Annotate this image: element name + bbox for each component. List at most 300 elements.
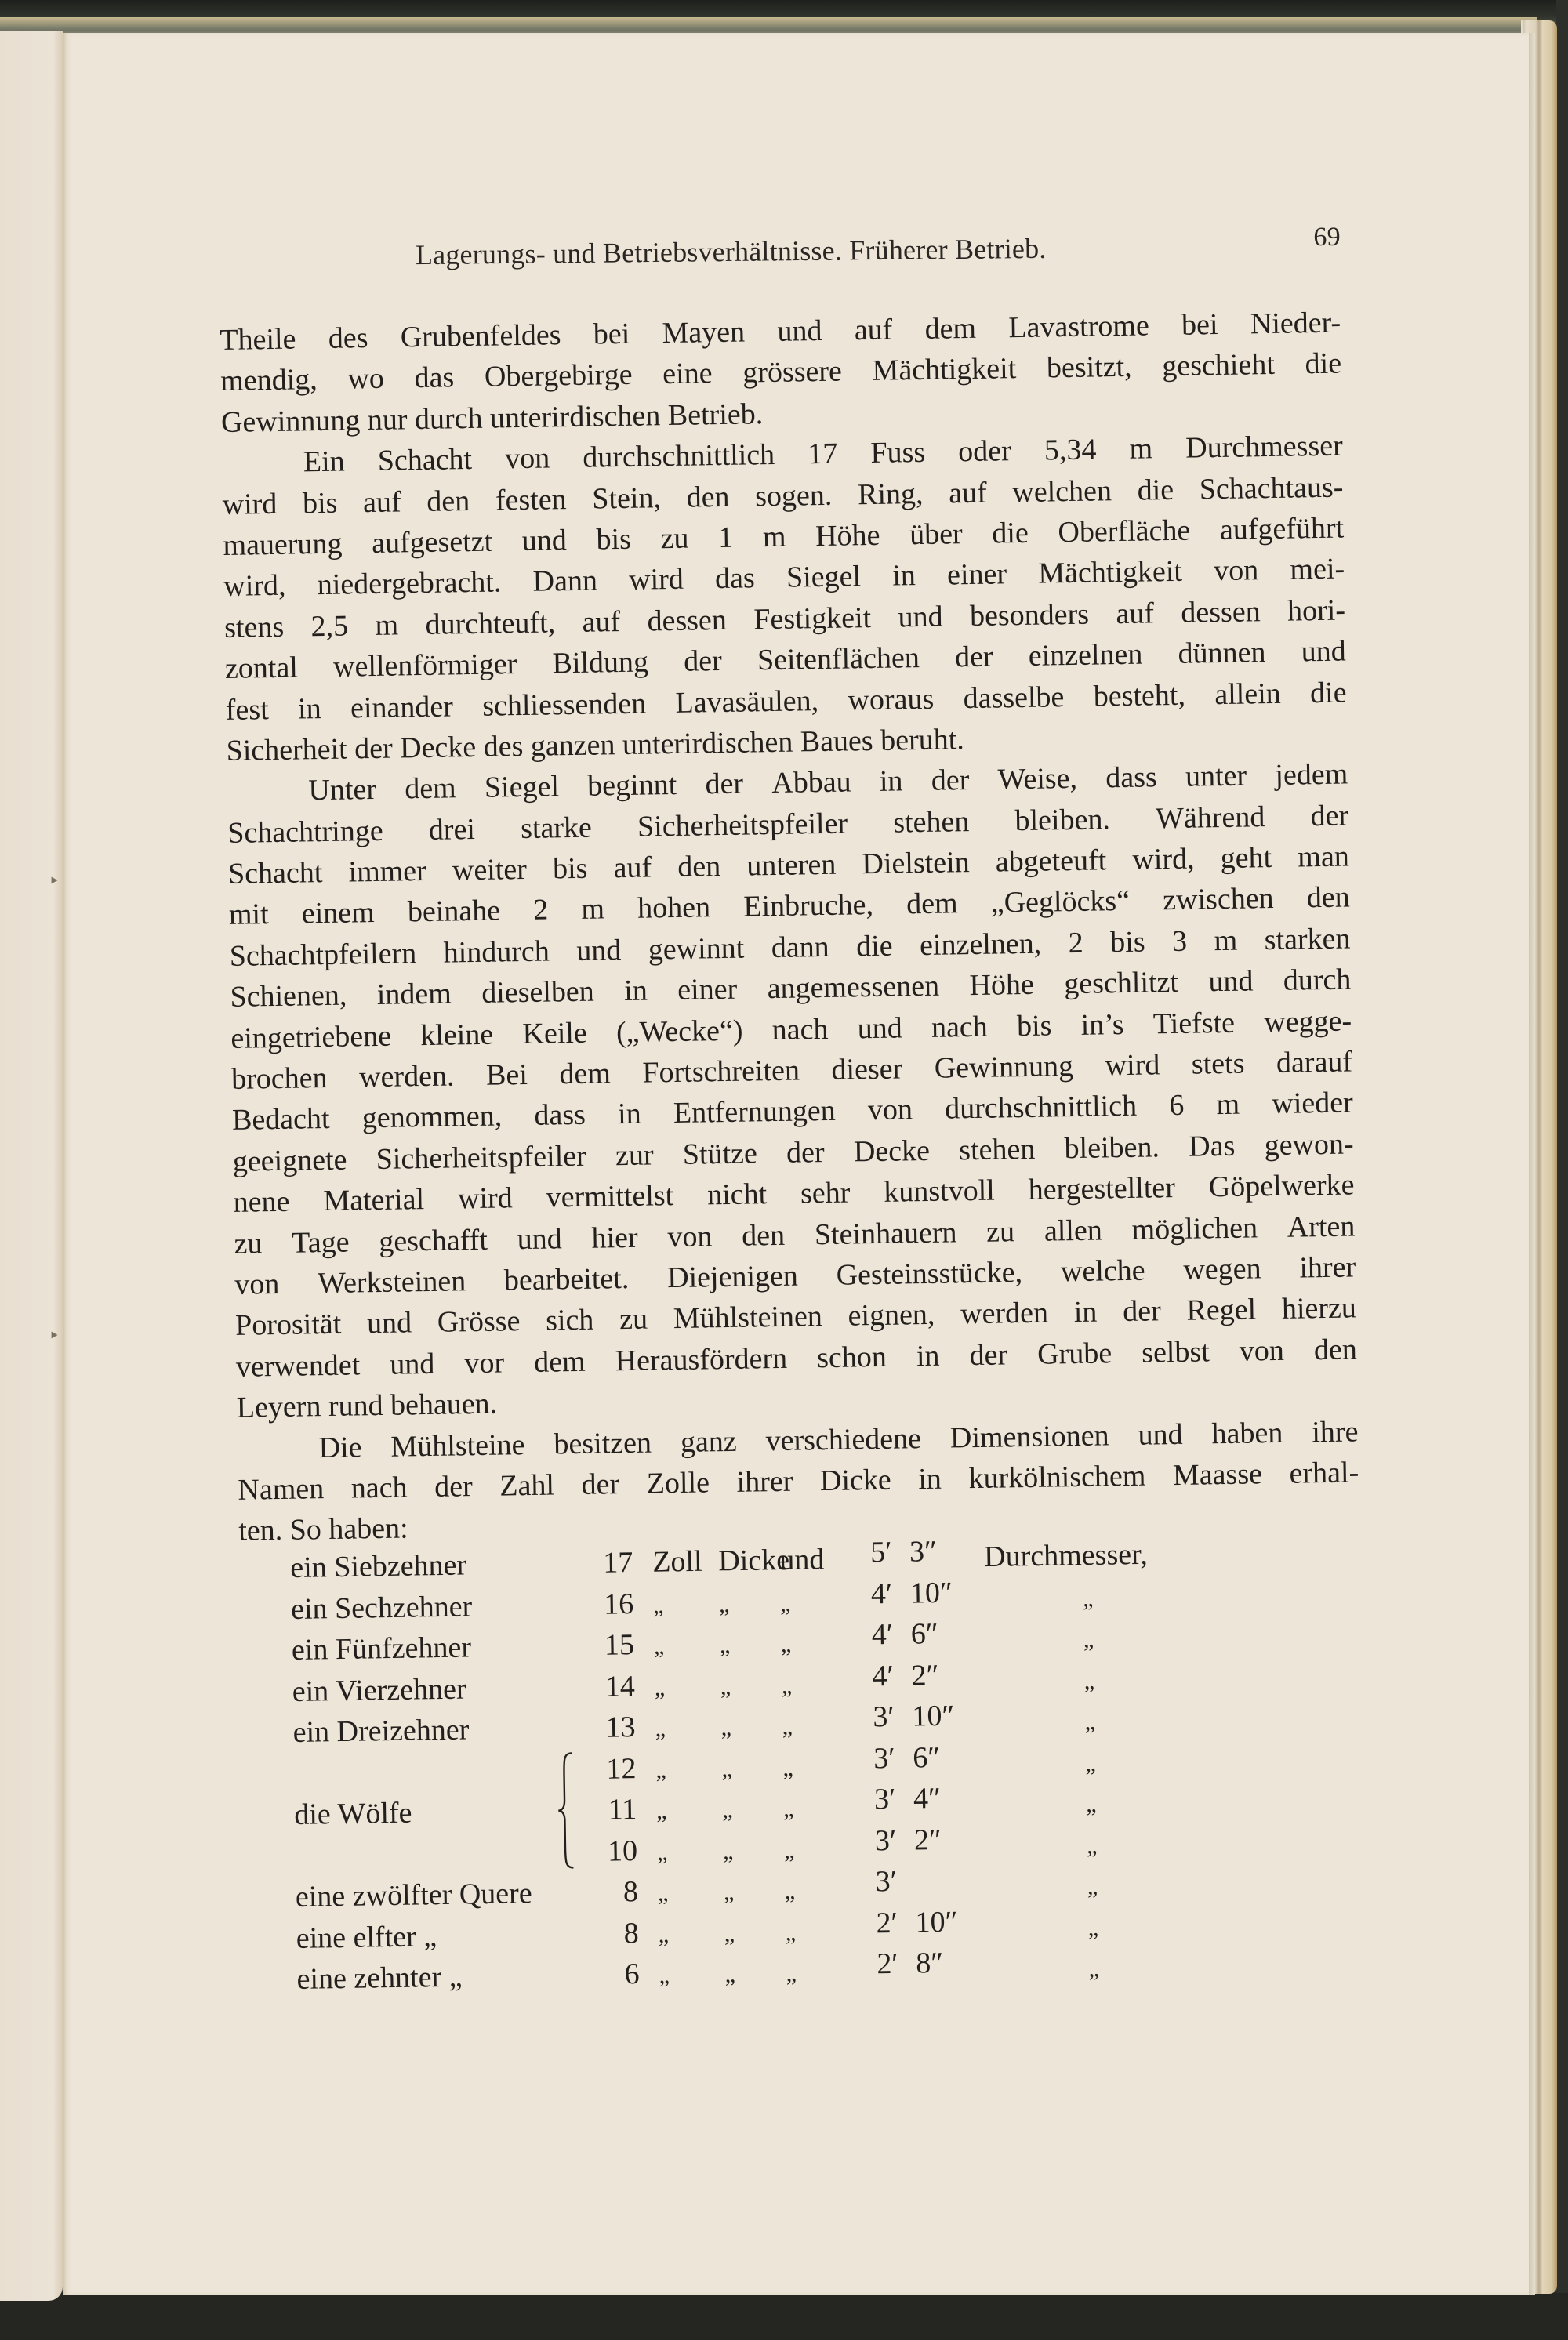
paragraph xyxy=(237,1411,1359,1552)
word: Schienen, xyxy=(230,978,347,1014)
cell-diameter: „ xyxy=(1083,1667,1095,1694)
word: Entfernungen xyxy=(673,1094,837,1130)
word: die xyxy=(855,929,893,963)
word: dem xyxy=(906,887,958,921)
word: hindurch xyxy=(443,934,550,970)
word: Tage xyxy=(291,1225,350,1260)
word: durchteuft, xyxy=(425,606,556,641)
word: besitzt, xyxy=(1046,350,1132,385)
word: stens xyxy=(223,610,285,644)
word: m xyxy=(1129,432,1153,466)
word: Mühlsteine xyxy=(390,1428,525,1464)
word: in xyxy=(916,1339,940,1373)
cell-thickness: 11 xyxy=(608,1793,637,1827)
word: durch xyxy=(1283,963,1352,998)
cell-u1: „ xyxy=(655,1757,667,1783)
word: und xyxy=(898,600,943,634)
word: jedem xyxy=(1275,757,1348,793)
word: das xyxy=(414,361,455,395)
cell-u3: und xyxy=(779,1543,825,1577)
word: auf xyxy=(362,484,401,519)
word: das xyxy=(714,561,756,596)
word: besonders xyxy=(969,597,1090,633)
word: weiter xyxy=(452,853,528,887)
cell-thickness: 15 xyxy=(604,1628,635,1662)
cell-u1: „ xyxy=(655,1715,666,1742)
cell-thickness: 8 xyxy=(623,1916,640,1950)
word: in xyxy=(1073,1295,1098,1330)
word: Ein xyxy=(303,444,345,479)
word: Grube xyxy=(1036,1337,1112,1371)
cell-u1: „ xyxy=(657,1880,669,1906)
word: einzelnen xyxy=(1028,637,1143,673)
word: in xyxy=(891,559,916,593)
word: Schachtpfeilern xyxy=(229,937,417,973)
cell-inches: 3″ xyxy=(909,1535,938,1569)
word: bearbeitet. xyxy=(503,1261,630,1297)
word: nach xyxy=(771,1012,829,1047)
word: gewon- xyxy=(1264,1127,1354,1163)
word: kunstvoll xyxy=(884,1174,996,1210)
cell-name: die Wölfe xyxy=(293,1796,412,1831)
word: haben xyxy=(1211,1416,1283,1450)
word: und xyxy=(1208,964,1254,999)
word: Zahl xyxy=(499,1468,555,1503)
cell-u3: „ xyxy=(779,1590,791,1616)
word: vermittelst xyxy=(546,1179,674,1214)
word: Sicherheitspfeiler xyxy=(376,1139,587,1176)
word: den xyxy=(426,484,470,518)
cell-u2: „ xyxy=(722,1838,734,1864)
cell-thickness: 14 xyxy=(604,1669,636,1703)
word: unteren xyxy=(746,847,837,883)
cell-feet: 3′ xyxy=(874,1823,897,1857)
cell-name: ein Sechzehner xyxy=(290,1589,473,1626)
word: Dimensionen xyxy=(949,1418,1109,1455)
word: 2 xyxy=(1068,926,1084,960)
word: Nieder- xyxy=(1250,306,1341,341)
word: allen xyxy=(1044,1214,1103,1248)
word: dasselbe xyxy=(963,680,1065,715)
word: Das xyxy=(1188,1129,1236,1163)
word: 3 xyxy=(1171,924,1188,958)
word: schliessenden xyxy=(481,687,647,723)
word: Dicke xyxy=(819,1463,892,1498)
word: bis xyxy=(1016,1009,1052,1043)
word: Höhe xyxy=(815,518,880,553)
cell-inches: 10″ xyxy=(912,1699,955,1733)
word: Stütze xyxy=(682,1137,758,1171)
word: geeignete xyxy=(232,1143,347,1178)
word: geht xyxy=(1220,841,1272,876)
word: stets xyxy=(1191,1047,1245,1081)
word: zwischen xyxy=(1162,882,1274,917)
word: durchschnittlich xyxy=(582,438,775,474)
word: einem xyxy=(301,896,376,931)
word: verwendet xyxy=(235,1348,361,1384)
word: durchschnittlich xyxy=(944,1090,1138,1126)
word: auf xyxy=(582,604,621,639)
cell-u3: „ xyxy=(784,1877,796,1905)
word: hohen xyxy=(637,891,711,926)
cell-inches: 10″ xyxy=(909,1576,953,1610)
word: werden xyxy=(960,1296,1049,1331)
word: auf xyxy=(854,313,893,347)
cell-name: ein Siebzehner xyxy=(290,1548,467,1584)
word: Fuss xyxy=(870,436,926,470)
word: besteht, xyxy=(1093,678,1186,713)
word: Obergebirge xyxy=(484,358,633,394)
word: und xyxy=(575,933,622,967)
word: dass xyxy=(534,1098,586,1133)
word: Mächtigkeit xyxy=(1037,555,1183,590)
word: welchen xyxy=(1012,473,1112,509)
word: Schachtringe xyxy=(227,814,383,850)
word: dass xyxy=(1105,760,1158,795)
word: Durchmesser xyxy=(1185,429,1344,465)
word: sehr xyxy=(800,1176,851,1210)
word: und xyxy=(389,1347,435,1381)
text-line-content: Leyern rund behauen. xyxy=(236,1387,498,1424)
word: von xyxy=(667,1219,713,1253)
word: Herausfördern xyxy=(615,1341,788,1378)
cell-name: eine zehnter „ xyxy=(296,1960,463,1996)
word: beinahe xyxy=(407,894,501,929)
word: aufgeführt xyxy=(1219,511,1345,546)
word: Siegel xyxy=(484,770,560,805)
word: Dielstein xyxy=(862,846,971,881)
word: von xyxy=(1239,1333,1285,1368)
word: Seitenflächen xyxy=(757,641,920,677)
word: Höhe xyxy=(969,968,1035,1003)
word: von xyxy=(504,441,550,476)
word: dünnen xyxy=(1178,636,1266,670)
word: der xyxy=(581,1467,620,1501)
millstone-dimensions-table xyxy=(290,1536,1238,2003)
word: Material xyxy=(323,1183,425,1218)
cell-u2: „ xyxy=(720,1714,732,1741)
word: Keile xyxy=(522,1016,588,1050)
word: genommen, xyxy=(361,1099,503,1135)
cell-thickness: 13 xyxy=(605,1711,636,1744)
cell-u2: Dicke xyxy=(717,1543,790,1578)
word: der xyxy=(969,1338,1008,1372)
word: zu xyxy=(234,1226,263,1261)
word: Mayen xyxy=(662,315,746,350)
word: woraus xyxy=(848,682,935,717)
word: sogen. xyxy=(754,478,833,513)
word: 1 xyxy=(717,521,734,554)
word: dann xyxy=(771,930,829,964)
word: Dann xyxy=(532,564,598,599)
word: einzelnen, xyxy=(919,927,1042,962)
word: den xyxy=(686,480,730,514)
cell-diameter: „ xyxy=(1084,1708,1096,1736)
word: zu xyxy=(619,1302,648,1337)
word: Die xyxy=(318,1430,362,1464)
word: und xyxy=(777,314,822,348)
cell-feet: 4′ xyxy=(871,1617,894,1652)
word: nach xyxy=(350,1471,408,1505)
word: Porosität xyxy=(234,1308,342,1343)
word: Bei xyxy=(485,1058,528,1092)
word: „Geglöcks“ xyxy=(990,884,1131,920)
word: und xyxy=(366,1306,412,1341)
cell-u1: „ xyxy=(654,1674,666,1701)
word: sich xyxy=(545,1304,594,1337)
word: Unter xyxy=(308,773,377,807)
word: wird xyxy=(457,1181,514,1216)
word: bis xyxy=(1109,925,1145,960)
word: werden. xyxy=(358,1059,455,1094)
cell-u2: „ xyxy=(718,1591,730,1617)
word: ihrer xyxy=(1299,1250,1356,1285)
cell-u3: „ xyxy=(782,1754,794,1781)
cell-feet: 2′ xyxy=(877,1946,899,1981)
word: verschiedene xyxy=(765,1421,922,1457)
word: der xyxy=(1122,1294,1161,1329)
cell-u2: „ xyxy=(721,1755,733,1782)
cell-thickness: 12 xyxy=(606,1751,637,1786)
word: den xyxy=(1313,1333,1358,1366)
cell-diameter: „ xyxy=(1082,1585,1094,1612)
cell-inches: 2″ xyxy=(913,1823,942,1857)
word: Göpelwerke xyxy=(1208,1168,1355,1204)
paragraph xyxy=(227,754,1358,1429)
word: dieselben xyxy=(481,974,595,1010)
cell-u3: „ xyxy=(783,1837,795,1863)
word: in’s xyxy=(1080,1007,1124,1042)
word: Mächtigkeit xyxy=(872,352,1017,388)
cell-diameter: „ xyxy=(1087,1873,1098,1900)
cell-inches: 8″ xyxy=(916,1946,944,1980)
word: der xyxy=(954,640,993,674)
word: Ring, xyxy=(857,477,924,511)
cell-diameter: Durchmesser, xyxy=(983,1537,1149,1574)
word: welche xyxy=(1060,1253,1145,1289)
paragraph xyxy=(220,303,1342,444)
word: wieder xyxy=(1272,1086,1354,1121)
word: der xyxy=(434,1470,474,1504)
word: Grösse xyxy=(437,1304,521,1340)
cell-u1: „ xyxy=(653,1633,665,1660)
word: wellenförmiger xyxy=(332,648,517,684)
word: und xyxy=(1301,634,1347,669)
word: Tiefste xyxy=(1152,1006,1236,1041)
word: allein xyxy=(1214,677,1282,711)
word: bis xyxy=(552,851,588,886)
word: wegen xyxy=(1183,1252,1261,1286)
margin-mark: ‣ xyxy=(49,872,60,892)
word: Siegel xyxy=(786,560,862,595)
word: der xyxy=(683,644,723,678)
word: der xyxy=(786,1135,825,1170)
word: schon xyxy=(816,1340,887,1374)
word: der xyxy=(931,764,970,798)
cell-diameter: „ xyxy=(1086,1832,1098,1859)
word: auf xyxy=(1116,597,1155,630)
word: zur xyxy=(615,1138,654,1173)
word: möglichen xyxy=(1131,1210,1258,1246)
word: bis xyxy=(596,522,632,557)
word: der xyxy=(1310,799,1349,833)
word: nene xyxy=(233,1185,290,1220)
word: m xyxy=(1214,923,1238,958)
word: einer xyxy=(677,972,738,1007)
word: von xyxy=(234,1267,280,1301)
word: Decke xyxy=(853,1134,931,1169)
cell-thickness: 8 xyxy=(622,1875,639,1909)
word: einer xyxy=(946,557,1007,592)
word: geschafft xyxy=(378,1223,488,1258)
word: über xyxy=(909,517,963,552)
word: wird xyxy=(222,487,278,521)
word: mauerung xyxy=(223,527,343,562)
word: vor xyxy=(464,1346,505,1380)
word: m xyxy=(375,608,399,642)
word: den xyxy=(1306,880,1351,915)
cell-u2: „ xyxy=(722,1797,733,1823)
word: („Wecke“) xyxy=(615,1014,743,1049)
word: die xyxy=(992,516,1029,550)
word: beginnt xyxy=(586,768,677,803)
word: drei xyxy=(428,812,476,847)
cell-diameter: „ xyxy=(1085,1790,1097,1818)
word: grössere xyxy=(742,354,843,390)
word: des xyxy=(328,321,368,355)
cell-u3: „ xyxy=(780,1631,792,1658)
cell-u2: „ xyxy=(723,1879,735,1906)
word: 6 xyxy=(1168,1089,1185,1123)
word: Abbau xyxy=(771,765,851,800)
cell-inches: 6″ xyxy=(912,1740,941,1775)
word: Maasse xyxy=(1172,1457,1263,1493)
cell-feet: 2′ xyxy=(876,1906,898,1939)
word: dessen xyxy=(647,603,728,638)
text-line-content: ten. So haben: xyxy=(238,1511,408,1548)
word: Theile xyxy=(220,322,296,357)
word: zontal xyxy=(224,651,299,686)
word: in xyxy=(917,1462,942,1497)
cell-u3: „ xyxy=(781,1672,793,1699)
cell-feet: 5′ xyxy=(869,1535,892,1569)
word: unter xyxy=(1185,759,1247,794)
word: Grubenfeldes xyxy=(400,318,561,354)
margin-mark: ‣ xyxy=(49,1326,60,1347)
word: Gesteinsstücke, xyxy=(836,1256,1023,1292)
word: Stein, xyxy=(591,481,662,516)
word: m xyxy=(762,520,786,554)
cell-feet: 3′ xyxy=(873,1782,896,1816)
cell-inches: 4″ xyxy=(913,1782,942,1816)
word: darauf xyxy=(1276,1045,1353,1079)
word: stehen xyxy=(958,1132,1036,1167)
word: angemessenen xyxy=(767,969,940,1006)
cell-u3: „ xyxy=(782,1795,794,1823)
book-cover-bottom xyxy=(0,2293,1568,2340)
word: und xyxy=(521,524,568,557)
word: Zolle xyxy=(646,1466,710,1500)
word: Einbruche, xyxy=(742,888,874,924)
word: hori- xyxy=(1287,593,1346,628)
word: Fortschreiten xyxy=(642,1054,800,1090)
word: Während xyxy=(1155,800,1265,836)
word: starken xyxy=(1264,922,1351,957)
cell-diameter: „ xyxy=(1087,1914,1099,1941)
word: wegge- xyxy=(1263,1004,1352,1039)
word: Lavastrome xyxy=(1008,309,1150,345)
word: Schacht xyxy=(377,443,473,478)
word: Schachtaus- xyxy=(1199,470,1344,506)
cell-inches: 10″ xyxy=(915,1905,958,1939)
word: mendig, xyxy=(220,363,318,398)
word: auf xyxy=(948,476,987,510)
word: in xyxy=(623,974,648,1008)
word: die xyxy=(1137,473,1174,507)
word: eingetriebene xyxy=(230,1019,392,1055)
word: ihrer xyxy=(736,1464,793,1499)
cell-u2: „ xyxy=(720,1673,731,1700)
cell-name: eine zwölfter Quere xyxy=(295,1877,532,1914)
cell-inches: 6″ xyxy=(910,1617,938,1651)
word: Lavasäulen, xyxy=(675,684,819,720)
word: mei- xyxy=(1290,552,1345,586)
word: bis xyxy=(302,486,338,520)
word: oder xyxy=(957,434,1012,469)
word: Regel xyxy=(1186,1293,1257,1328)
cell-u1: Zoll xyxy=(652,1544,702,1579)
cell-feet: 3′ xyxy=(873,1700,895,1734)
word: Arten xyxy=(1287,1209,1356,1244)
word: Schacht xyxy=(227,856,323,891)
word: immer xyxy=(348,854,427,889)
word: Oberfläche xyxy=(1058,513,1191,550)
word: von xyxy=(1213,553,1259,588)
word: eine xyxy=(662,357,713,391)
word: selbst xyxy=(1141,1335,1210,1370)
word: 2 xyxy=(532,893,549,927)
body-text xyxy=(220,303,1360,1552)
cell-feet: 4′ xyxy=(870,1576,893,1610)
word: Diejenigen xyxy=(666,1259,799,1295)
word: brochen xyxy=(230,1061,328,1096)
book-cover-right xyxy=(1556,0,1568,2340)
word: dem xyxy=(924,311,977,346)
cell-u1: „ xyxy=(652,1592,664,1619)
word: von xyxy=(867,1093,913,1127)
cell-diameter: „ xyxy=(1088,1955,1100,1983)
word: stehen xyxy=(892,804,970,840)
cell-thickness: 6 xyxy=(624,1957,640,1991)
word: starke xyxy=(520,811,593,845)
word: 5,34 xyxy=(1044,433,1097,467)
word: kurkölnischem xyxy=(968,1459,1146,1496)
word: niedergebracht. xyxy=(317,565,502,602)
word: 17 xyxy=(807,437,838,471)
cell-name: ein Dreizehner xyxy=(292,1713,470,1749)
word: wird, xyxy=(223,569,286,604)
word: indem xyxy=(376,977,452,1012)
word: abgeteuft xyxy=(995,843,1107,879)
word: ganz xyxy=(680,1424,737,1459)
word: 2,5 xyxy=(310,609,349,643)
word: ihre xyxy=(1311,1414,1359,1449)
word: besitzen xyxy=(554,1426,652,1461)
word: wird, xyxy=(1132,842,1195,876)
cell-u1: „ xyxy=(658,1921,670,1948)
cell-u2: „ xyxy=(719,1632,731,1659)
word: gewinnt xyxy=(648,931,745,967)
